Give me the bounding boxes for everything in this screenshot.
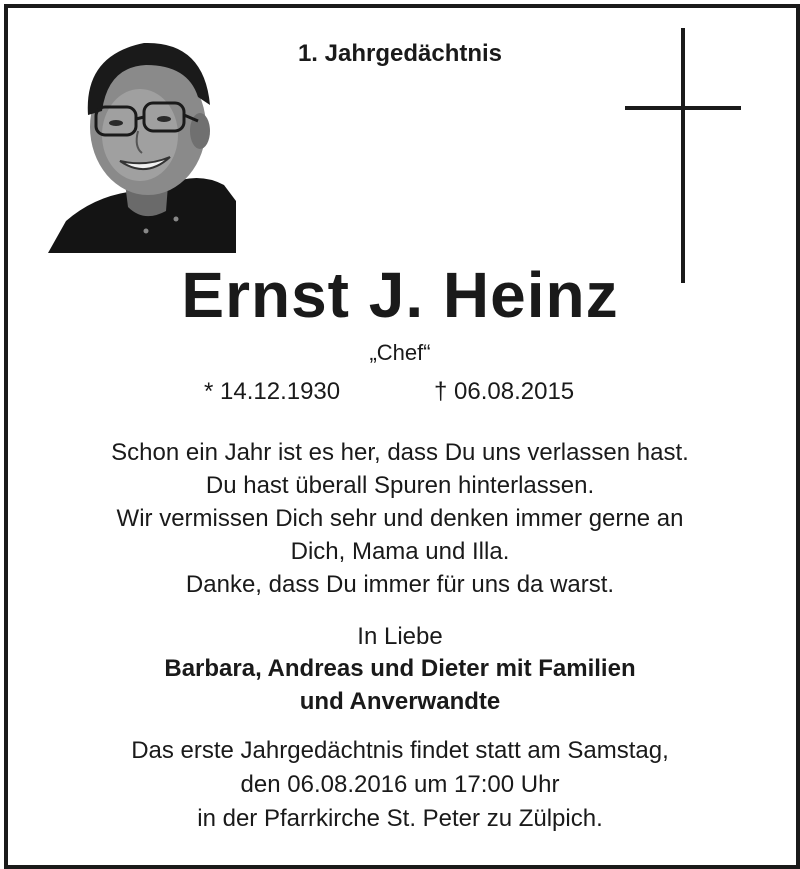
- signature-family: [0, 652, 800, 718]
- life-dates: [0, 378, 800, 408]
- death-date: † 06.08.2015: [434, 378, 575, 405]
- memorial-line: Du hast überall Spuren hinterlassen.: [205, 472, 595, 499]
- portrait-image: [48, 35, 236, 253]
- signature-intro: In Liebe: [357, 623, 443, 650]
- memorial-text: [0, 436, 800, 601]
- memorial-line: Schon ein Jahr ist es her, dass Du uns verlassen hast.: [111, 439, 689, 466]
- memorial-line: Dich, Mama und Illa.: [290, 538, 510, 565]
- memorial-line: Wir vermissen Dich sehr und denken immer gerne an: [116, 505, 684, 532]
- cross-icon-vertical: [681, 28, 685, 283]
- service-line: den 06.08.2016 um 17:00 Uhr: [240, 771, 560, 798]
- deceased-nickname: „Chef“: [369, 340, 431, 365]
- cross-icon-horizontal: [625, 106, 741, 110]
- memorial-line: Danke, dass Du immer für uns da warst.: [185, 571, 615, 598]
- service-line: Das erste Jahrgedächtnis findet statt am Samstag,: [131, 737, 669, 764]
- family-line: Barbara, Andreas und Dieter mit Familien: [164, 655, 636, 682]
- headline-anniversary: 1. Jahrgedächtnis: [297, 40, 503, 67]
- deceased-name: Ernst J. Heinz: [181, 259, 619, 331]
- service-info: [0, 734, 800, 836]
- family-line: und Anverwandte: [299, 688, 501, 715]
- service-line: in der Pfarrkirche St. Peter zu Zülpich.: [197, 805, 603, 832]
- portrait-photo: [48, 35, 236, 253]
- birth-date: * 14.12.1930: [204, 378, 341, 405]
